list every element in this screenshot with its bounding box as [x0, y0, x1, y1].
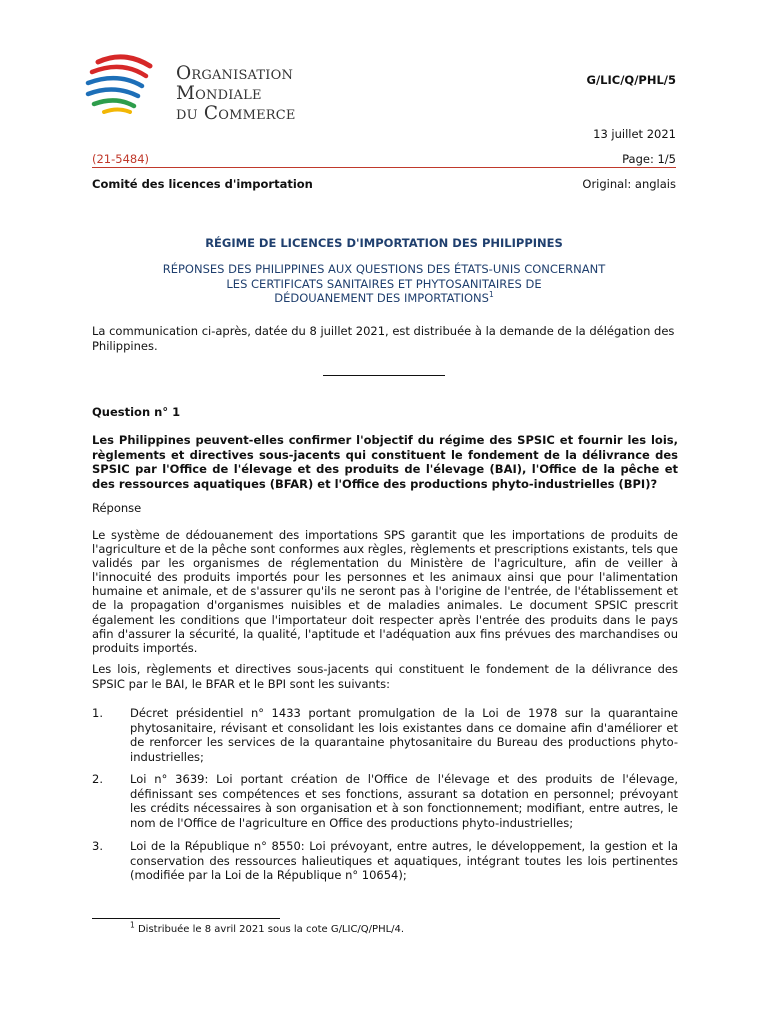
question-heading: Question n° 1 — [92, 405, 181, 419]
list-item-text: Loi n° 3639: Loi portant création de l'Office de l'élevage et des produits de l'élevage, définissant ses compétences et ses fonctions, assurant sa dotation en personnel; prévoyant les crédits nécessaires à son organisation et à son fonctionnement; modifiant, entre autres, le nom de l'Office de l'agriculture en Office des productions phyto-industrielles; — [130, 772, 678, 830]
footnote-divider — [92, 918, 280, 919]
subtitle-line-2: LES CERTIFICATS SANITAIRES ET PHYTOSANITAIRES DE — [226, 276, 542, 291]
document-symbol: G/LIC/Q/PHL/5 — [586, 73, 676, 87]
document-number: (21-5484) — [92, 152, 150, 166]
committee-name: Comité des licences d'importation — [92, 177, 313, 191]
footnote-mark: 1 — [130, 920, 135, 930]
header-divider — [92, 167, 676, 168]
organization-name — [176, 64, 296, 124]
response-paragraph-1: Le système de dédouanement des importations SPS garantit que les importations de produits de l'agriculture et de la pêche sont conformes aux règles, règlements et prescriptions existants, tels que validés par les organismes de réglementation du Ministère de l'agriculture, afin de veiller à l'innocuité des produits importés pour les personnes et les animaux ainsi que pour l'alimentation humaine et animale, et de s'assurer qu'ils ne seront pas à l'origine de l'entrée, de l'établissement et de la propagation d'organismes nuisibles et de maladies animales. Le document SPSIC prescrit également les conditions que l'importateur doit respecter après l'entrée des produits dans le pays afin d'assurer la sécurité, la qualité, l'aptitude et l'adéquation aux fins prévues des marchandises ou produits importés. — [92, 528, 678, 655]
org-name-line-1: Organisation — [176, 63, 294, 84]
main-title: RÉGIME DE LICENCES D'IMPORTATION DES PHILIPPINES — [205, 236, 563, 250]
list-item-number: 1. — [92, 706, 103, 720]
subtitle-line-3 — [92, 291, 676, 306]
list-item-number: 3. — [92, 839, 103, 853]
response-label: Réponse — [92, 501, 142, 515]
document-date: 13 juillet 2021 — [593, 127, 676, 141]
section-separator — [323, 375, 445, 376]
list-item-text: Décret présidentiel n° 1433 portant promulgation de la Loi de 1978 sur la quarantaine phytosanitaire, révisant et consolidant les lois existantes dans ce domaine afin d'améliorer et de renforcer les services de la quarantaine phytosanitaire du Bureau des productions phyto-industrielles; — [130, 706, 678, 764]
list-item — [92, 839, 678, 883]
question-text: Les Philippines peuvent-elles confirmer l'objectif du régime des SPSIC et fournir les lois, règlements et directives sous-jacents qui constituent le fondement de la délivrance des SPSIC par l'Office de l'élevage et des produits de l'élevage (BAI), l'Office de la pêche et des ressources aquatiques (BFAR) et l'Office des productions phyto-industrielles (BPI)? — [92, 433, 678, 491]
footnote-reference[interactable]: 1 — [488, 290, 494, 300]
list-item-text: Loi de la République n° 8550: Loi prévoyant, entre autres, le développement, la gestion et la conservation des ressources halieutiques et aquatiques, intégrant toutes les lois pertinentes (modifiée par la Loi de la République n° 10654); — [130, 839, 678, 882]
list-item — [92, 772, 678, 830]
original-language: Original: anglais — [582, 177, 676, 191]
page-number: Page: 1/5 — [622, 152, 676, 166]
intro-paragraph: La communication ci-après, datée du 8 juillet 2021, est distribuée à la demande de la délégation des Philippines. — [92, 324, 675, 353]
subtitle — [92, 262, 676, 306]
org-name-line-2: Mondiale — [176, 83, 262, 104]
response-paragraph-2: Les lois, règlements et directives sous-jacents qui constituent le fondement de la délivrance des SPSIC par le BAI, le BFAR et le BPI sont les suivants: — [92, 662, 678, 691]
wto-logo-icon — [84, 52, 166, 114]
subtitle-line-3-text: DÉDOUANEMENT DES IMPORTATIONS — [274, 291, 489, 305]
subtitle-line-1: RÉPONSES DES PHILIPPINES AUX QUESTIONS DES ÉTATS-UNIS CONCERNANT — [162, 262, 606, 276]
footnote — [130, 920, 405, 935]
footnote-text: Distribuée le 8 avril 2021 sous la cote G/LIC/Q/PHL/4. — [137, 924, 405, 935]
list-item — [92, 706, 678, 764]
list-item-number: 2. — [92, 772, 103, 786]
org-name-line-3: du Commerce — [176, 103, 296, 124]
